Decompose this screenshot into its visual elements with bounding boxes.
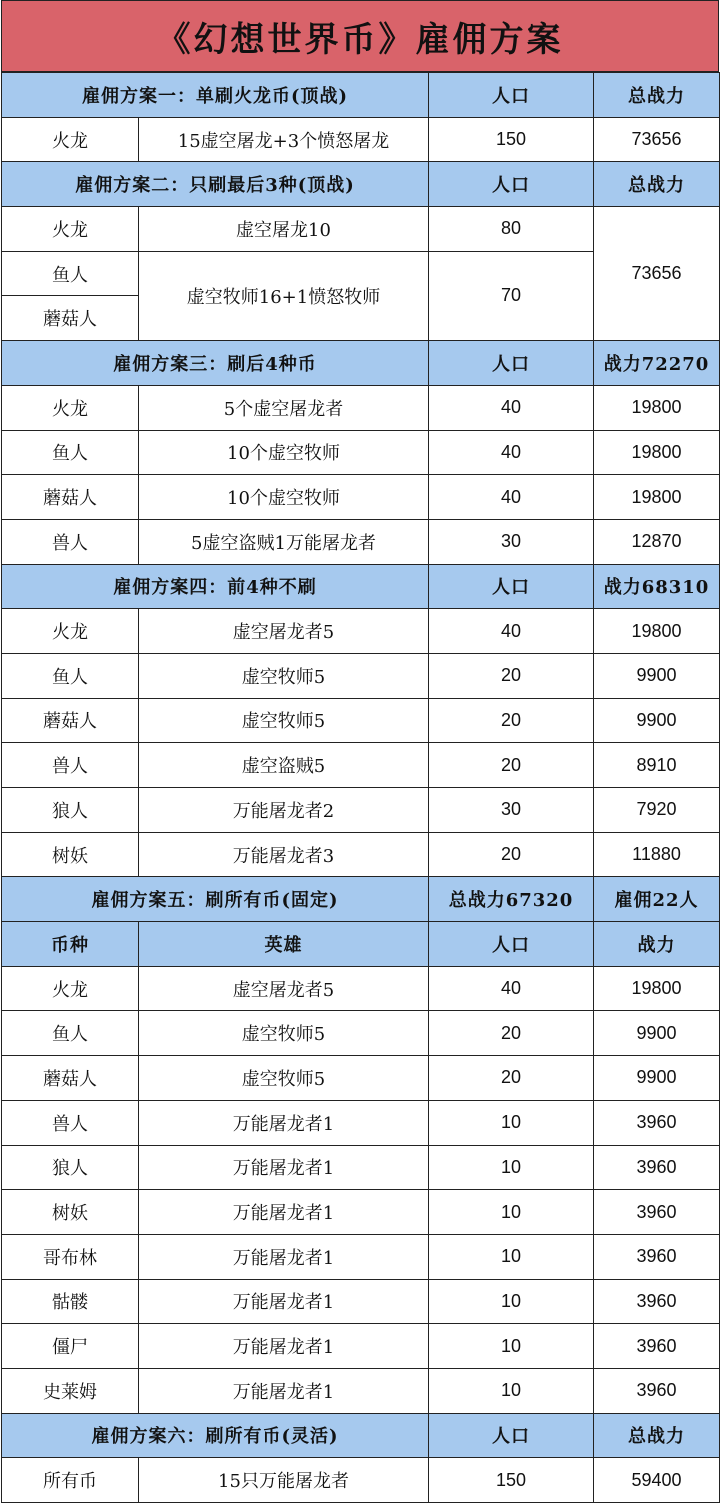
table-row: [2, 743, 720, 788]
population-cell: 20: [429, 1011, 594, 1056]
coin-cell: 僵尸: [2, 1324, 139, 1369]
hero-cell: 万能屠龙者3: [139, 832, 429, 877]
table-row: [2, 1234, 720, 1279]
plan-title: 雇佣方案三：刷后4种币: [2, 341, 429, 386]
population-cell: 150: [429, 117, 594, 162]
power-cell: 3960: [594, 1368, 720, 1413]
table-row: [2, 788, 720, 833]
power-cell: 9900: [594, 1011, 720, 1056]
hero-cell: 虚空屠龙者5: [139, 609, 429, 654]
plans-table: [1, 72, 720, 1503]
hero-cell: 万能屠龙者1: [139, 1234, 429, 1279]
coin-cell: 哥布林: [2, 1234, 139, 1279]
hero-cell: 5个虚空屠龙者: [139, 385, 429, 430]
power-cell: 11880: [594, 832, 720, 877]
table-row: [2, 475, 720, 520]
hero-cell: 10个虚空牧师: [139, 475, 429, 520]
coin-cell: 火龙: [2, 385, 139, 430]
population-cell: 20: [429, 743, 594, 788]
power-cell: 12870: [594, 519, 720, 564]
population-cell: 40: [429, 609, 594, 654]
coin-cell: 蘑菇人: [2, 475, 139, 520]
power-cell: 19800: [594, 430, 720, 475]
population-cell: 10: [429, 1190, 594, 1235]
plan-title: 雇佣方案六：刷所有币(灵活): [2, 1413, 429, 1458]
coin-cell: 火龙: [2, 117, 139, 162]
population-cell: 40: [429, 475, 594, 520]
plan-header-row: [2, 73, 720, 118]
hero-cell: 万能屠龙者1: [139, 1279, 429, 1324]
population-cell: 30: [429, 788, 594, 833]
hire-plan-sheet: [1, 0, 719, 1503]
hero-cell: 5虚空盗贼1万能屠龙者: [139, 519, 429, 564]
table-row: [2, 653, 720, 698]
power-cell: 73656: [594, 117, 720, 162]
population-cell: 10: [429, 1279, 594, 1324]
header-cell: 人口: [429, 73, 594, 118]
coin-cell: 树妖: [2, 1190, 139, 1235]
coin-cell: 鱼人: [2, 1011, 139, 1056]
hero-cell: 万能屠龙者1: [139, 1324, 429, 1369]
population-cell: 10: [429, 1324, 594, 1369]
power-cell: 9900: [594, 698, 720, 743]
header-cell: 总战力: [594, 73, 720, 118]
hero-cell: 15虚空屠龙+3个愤怒屠龙: [139, 117, 429, 162]
table-row: [2, 966, 720, 1011]
hero-cell: 虚空屠龙10: [139, 207, 429, 252]
hero-cell: 万能屠龙者1: [139, 1100, 429, 1145]
plan-title: 雇佣方案二：只刷最后3种(顶战): [2, 162, 429, 207]
table-row: [2, 698, 720, 743]
plan-title: 雇佣方案一：单刷火龙币(顶战): [2, 73, 429, 118]
hero-cell: 虚空牧师5: [139, 653, 429, 698]
power-cell: 19800: [594, 385, 720, 430]
population-cell: 150: [429, 1458, 594, 1503]
table-row: [2, 430, 720, 475]
population-cell: 10: [429, 1368, 594, 1413]
coin-cell: 狼人: [2, 788, 139, 833]
coin-cell: 鱼人: [2, 430, 139, 475]
power-cell: 8910: [594, 743, 720, 788]
table-row: [2, 1324, 720, 1369]
hero-cell: 虚空牧师5: [139, 1011, 429, 1056]
hero-cell: 万能屠龙者1: [139, 1145, 429, 1190]
coin-cell: 蘑菇人: [2, 296, 139, 341]
hero-cell: 虚空牧师16+1愤怒牧师: [139, 251, 429, 340]
header-cell: 人口: [429, 1413, 594, 1458]
power-cell: 3960: [594, 1234, 720, 1279]
coin-cell: 狼人: [2, 1145, 139, 1190]
column-header-row: [2, 922, 720, 967]
population-cell: 20: [429, 832, 594, 877]
header-cell: 人口: [429, 341, 594, 386]
population-cell: 80: [429, 207, 594, 252]
table-row: [2, 609, 720, 654]
population-cell: 20: [429, 1056, 594, 1101]
power-cell: 3960: [594, 1100, 720, 1145]
power-cell: 3960: [594, 1190, 720, 1235]
plan-header-row: [2, 564, 720, 609]
plan-header-row: [2, 162, 720, 207]
hero-cell: 万能屠龙者1: [139, 1190, 429, 1235]
table-row: [2, 1145, 720, 1190]
table-row: [2, 832, 720, 877]
plan-title: 雇佣方案四：前4种不刷: [2, 564, 429, 609]
power-cell: 59400: [594, 1458, 720, 1503]
column-header: 币种: [2, 922, 139, 967]
population-cell: 30: [429, 519, 594, 564]
plan-header-row: [2, 1413, 720, 1458]
table-row: [2, 519, 720, 564]
coin-cell: 鱼人: [2, 653, 139, 698]
hero-cell: 万能屠龙者1: [139, 1368, 429, 1413]
power-cell: 19800: [594, 966, 720, 1011]
table-row: [2, 1458, 720, 1503]
table-row: [2, 1279, 720, 1324]
coin-cell: 兽人: [2, 1100, 139, 1145]
table-row: [2, 117, 720, 162]
coin-cell: 所有币: [2, 1458, 139, 1503]
table-row: [2, 1190, 720, 1235]
plan-title: 雇佣方案五：刷所有币(固定): [2, 877, 429, 922]
power-cell: 3960: [594, 1145, 720, 1190]
hero-cell: 15只万能屠龙者: [139, 1458, 429, 1503]
coin-cell: 兽人: [2, 743, 139, 788]
coin-cell: 骷髅: [2, 1279, 139, 1324]
power-cell: 9900: [594, 1056, 720, 1101]
population-cell: 10: [429, 1145, 594, 1190]
header-cell: 雇佣22人: [594, 877, 720, 922]
population-cell: 40: [429, 966, 594, 1011]
hero-cell: 10个虚空牧师: [139, 430, 429, 475]
column-header: 战力: [594, 922, 720, 967]
plan-header-row: [2, 341, 720, 386]
population-cell: 20: [429, 698, 594, 743]
header-cell: 人口: [429, 564, 594, 609]
coin-cell: 火龙: [2, 207, 139, 252]
column-header: 英雄: [139, 922, 429, 967]
population-cell: 10: [429, 1234, 594, 1279]
header-cell: 人口: [429, 162, 594, 207]
hero-cell: 虚空牧师5: [139, 1056, 429, 1101]
hero-cell: 万能屠龙者2: [139, 788, 429, 833]
power-cell: 19800: [594, 609, 720, 654]
header-cell: 总战力: [594, 1413, 720, 1458]
table-row: [2, 1011, 720, 1056]
coin-cell: 史莱姆: [2, 1368, 139, 1413]
population-cell: 40: [429, 430, 594, 475]
power-cell: 3960: [594, 1279, 720, 1324]
power-cell: 3960: [594, 1324, 720, 1369]
coin-cell: 蘑菇人: [2, 1056, 139, 1101]
header-cell: 总战力: [594, 162, 720, 207]
header-cell: 战力68310: [594, 564, 720, 609]
power-cell: 73656: [594, 207, 720, 341]
plan-header-row: [2, 877, 720, 922]
header-cell: 总战力67320: [429, 877, 594, 922]
hero-cell: 虚空牧师5: [139, 698, 429, 743]
coin-cell: 蘑菇人: [2, 698, 139, 743]
power-cell: 7920: [594, 788, 720, 833]
hero-cell: 虚空盗贼5: [139, 743, 429, 788]
column-header: 人口: [429, 922, 594, 967]
table-row: [2, 385, 720, 430]
power-cell: 9900: [594, 653, 720, 698]
coin-cell: 鱼人: [2, 251, 139, 296]
table-row: [2, 1100, 720, 1145]
table-row: [2, 1368, 720, 1413]
population-cell: 10: [429, 1100, 594, 1145]
hero-cell: 虚空屠龙者5: [139, 966, 429, 1011]
coin-cell: 火龙: [2, 966, 139, 1011]
coin-cell: 火龙: [2, 609, 139, 654]
population-cell: 20: [429, 653, 594, 698]
table-row: [2, 207, 720, 252]
population-cell: 70: [429, 251, 594, 340]
coin-cell: 树妖: [2, 832, 139, 877]
table-row: [2, 1056, 720, 1101]
header-cell: 战力72270: [594, 341, 720, 386]
coin-cell: 兽人: [2, 519, 139, 564]
sheet-title: 《幻想世界币》雇佣方案: [1, 0, 719, 72]
power-cell: 19800: [594, 475, 720, 520]
population-cell: 40: [429, 385, 594, 430]
